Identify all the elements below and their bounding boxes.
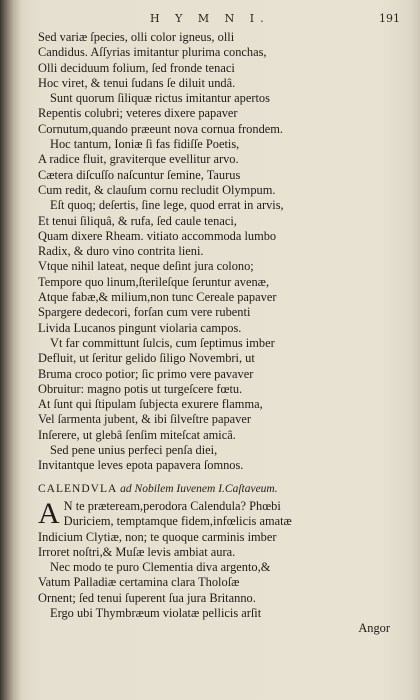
poem-line: Invitantque leves epota papavera ſomnos. (38, 458, 244, 473)
poem-line: Defluit, ut ſeritur gelido ſiligo Novembri, ut (38, 351, 255, 366)
poem-line: Radix, & duro vino contrita lieni. (38, 244, 204, 259)
page-gutter (0, 0, 22, 700)
poem-line: Spargere dedecori, forſan cum vere rubenti (38, 305, 251, 320)
poem-line: A radice fluit, graviterque evellitur arvo. (38, 152, 239, 167)
poem-line: Atque fabæ,& milium,non tunc Cereale papaver (38, 290, 277, 305)
poem-line: Cætera diſcuſſo naſcuntur ſemine, Taurus (38, 167, 241, 182)
poem-line: Obruitur: magno potis ut turgeſcere fœtu. (38, 381, 243, 396)
poem-line: Sed pene unius perfeci penſa diei, (50, 443, 218, 458)
page-number: 191 (379, 12, 400, 25)
poem-line: Indicium Clytiæ, non; te quoque carminis imber (38, 529, 277, 544)
poem-line: Tempore quo linum,ſterileſque ſeruntur avenæ, (38, 274, 270, 289)
poem-line: At ſunt qui ſtipulam ſubjecta exurere flamma, (38, 397, 263, 412)
poem-line: Ornent; ſed tenui ſuperent ſua jura Britanno. (38, 590, 256, 605)
section-heading (38, 482, 398, 497)
poem-line: Livida Lucanos pingunt violaria campos. (38, 320, 242, 335)
poem-line: Olli deciduum folium, ſed fronde tenaci (38, 60, 235, 75)
poem-line: Vt far committunt ſulcis, cum ſeptimus imber (50, 335, 275, 350)
poem-line: Ergo ubi Thymbræum violatæ pellicis arſit (50, 605, 262, 620)
poem-line: Vtque nihil lateat, neque deſint jura colono; (38, 259, 254, 274)
section-name: CALENDVLA (38, 482, 118, 495)
dropcap-block (38, 496, 398, 530)
poem-line: Irroret noſtri,& Muſæ levis ambiat aura. (38, 544, 236, 559)
poem-line: Nec modo te puro Clementia diva argento,& (50, 560, 271, 575)
poem-line: Sed variæ ſpecies, olli color igneus, olli (38, 30, 235, 44)
page-text (38, 30, 398, 637)
catchword: Angor (358, 621, 390, 636)
poem-line: Eſt quoq; deſertis, ſine lege, quod errat in arvis, (50, 198, 284, 213)
running-title: H Y M N I. (150, 12, 270, 25)
poem-hymn-continuation (38, 30, 398, 474)
poem-line: Sunt quorum ſiliquæ rictus imitantur apertos (50, 91, 270, 106)
poem-line: Hoc viret, & tenui ſudans ſe diluit undâ. (38, 75, 236, 90)
poem-line: Duriciem, temptamque fidem,infœlicis amatæ (63, 514, 292, 529)
poem-line: Quam dixere Rheam. vitiato accommoda lumbo (38, 228, 277, 243)
poem-line: Bruma croco potior; ſic primo vere pavaver (38, 366, 254, 381)
poem-line: Et tenui ſiliquâ, & rufa, ſed caule tenaci, (38, 213, 237, 228)
poem-line: Cum redit, & clauſum cornu recludit Olympum. (38, 182, 276, 197)
poem-line: Hoc tantum, Ioniæ ſi fas fidiſſe Poetis, (50, 137, 240, 152)
poem-calendula (38, 530, 398, 622)
poem-line: N te præteream,perodora Calendula? Phœbi (63, 498, 281, 513)
poem-line: Vel ſarmenta jubent, & ibi ſilveſtre papaver (38, 412, 251, 427)
section-subtitle: ad Nobilem Iuvenem I.Caſtaveum. (120, 482, 278, 495)
poem-line: Candidus. Aſſyrias imitantur plurima conchas, (38, 45, 267, 60)
poem-line: Inſerere, ut glebâ ſenſim miteſcat amicâ. (38, 427, 236, 442)
poem-line: Cornutum,quando præeunt nova cornua frondem. (38, 121, 284, 136)
poem-line: Vatum Palladiæ certamina clara Tholoſæ (38, 575, 240, 590)
poem-line: Repentis colubri; veteres dixere papaver (38, 106, 238, 121)
drop-capital: A (38, 496, 60, 530)
